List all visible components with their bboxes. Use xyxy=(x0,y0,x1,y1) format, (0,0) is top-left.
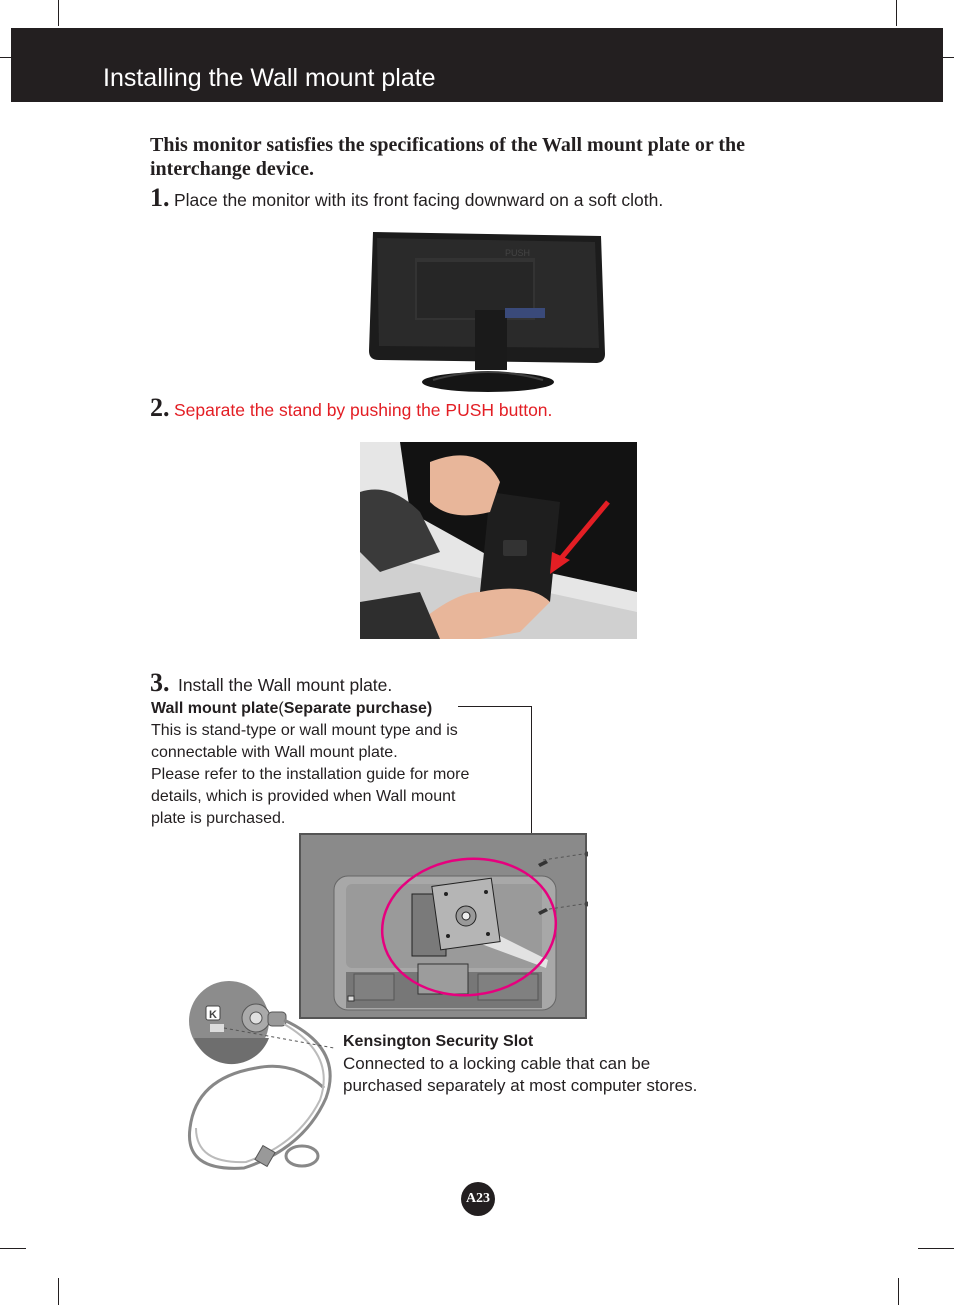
push-label: PUSH xyxy=(505,248,531,258)
step-text: Place the monitor with its front facing downward on a soft cloth. xyxy=(173,190,664,210)
wall-mount-line: Please refer to the installation guide for more xyxy=(151,766,470,783)
step-number: 3. xyxy=(150,668,170,697)
crop-mark xyxy=(918,1248,954,1249)
leader-line xyxy=(458,706,531,707)
wall-mount-subtitle: Separate purchase) xyxy=(283,700,433,717)
paren-open: ( xyxy=(278,700,284,717)
kensington-title: Kensington Security Slot xyxy=(343,1033,534,1050)
svg-text:K: K xyxy=(209,1009,217,1021)
crop-mark xyxy=(896,0,897,26)
step-text: Install the Wall mount plate. xyxy=(177,675,393,695)
wall-mount-line: This is stand-type or wall mount type and is xyxy=(151,722,458,739)
push-button-photo xyxy=(360,442,637,639)
kensington-description xyxy=(343,1031,743,1097)
wall-mount-description xyxy=(151,698,511,830)
crop-mark xyxy=(58,1278,59,1305)
wall-mount-line: details, which is provided when Wall mount xyxy=(151,788,456,805)
step-text: Separate the stand by pushing the PUSH button. xyxy=(173,400,553,420)
step-2 xyxy=(150,393,552,423)
monitor-facedown-photo xyxy=(365,230,608,392)
step-3 xyxy=(150,668,392,698)
kensington-line: Connected to a locking cable that can be xyxy=(343,1054,651,1073)
intro-text: This monitor satisfies the specifications of the Wall mount plate or the interchange device. xyxy=(150,134,745,180)
kensington-lock-diagram xyxy=(184,978,344,1172)
crop-mark xyxy=(0,1248,26,1249)
crop-mark xyxy=(898,1278,899,1305)
step-number: 1. xyxy=(150,183,170,212)
crop-mark xyxy=(58,0,59,26)
wall-mount-title: Wall mount plate xyxy=(151,700,279,717)
wall-mount-line: plate is purchased. xyxy=(151,810,286,827)
page-number-badge: A23 xyxy=(461,1182,495,1216)
wall-mount-line: connectable with Wall mount plate. xyxy=(151,744,398,761)
step-1 xyxy=(150,183,663,213)
page-title: Installing the Wall mount plate xyxy=(103,64,436,92)
crop-mark xyxy=(942,57,954,58)
kensington-line: purchased separately at most computer stores. xyxy=(343,1076,698,1095)
section-header xyxy=(11,28,943,102)
step-number: 2. xyxy=(150,393,170,422)
